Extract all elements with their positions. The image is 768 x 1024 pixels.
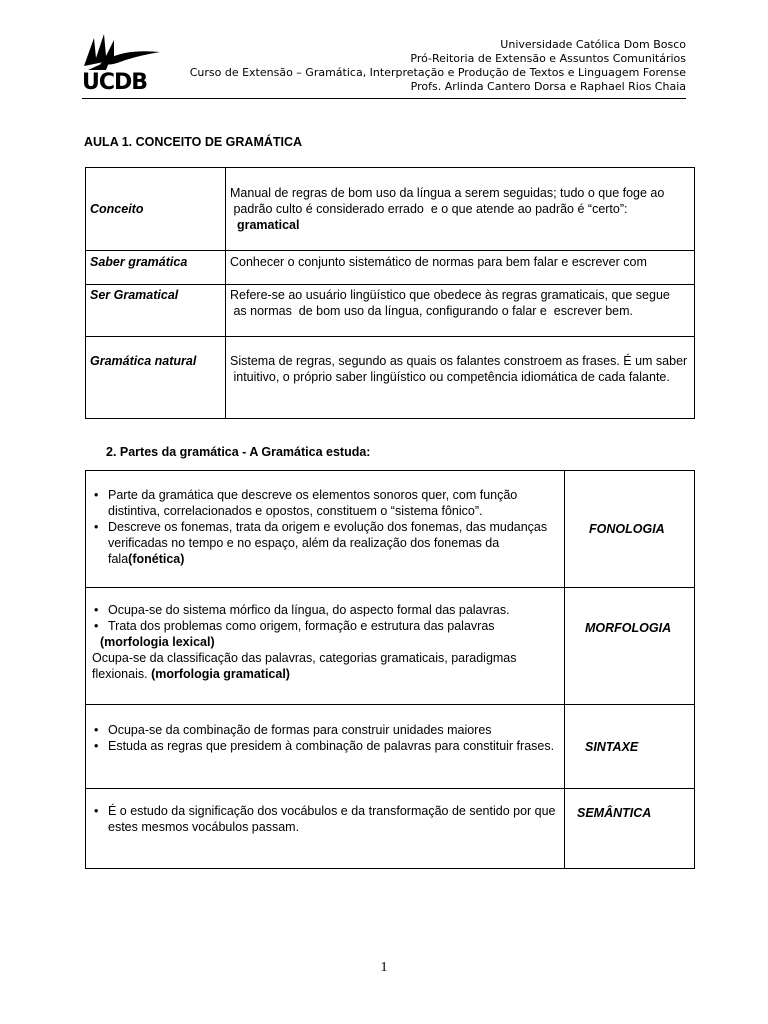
table-row <box>86 251 695 285</box>
paragraph-bold-text: (morfologia gramatical) <box>151 667 290 681</box>
grammar-parts-table <box>85 470 695 869</box>
header-line-course: Curso de Extensão – Gramática, Interpretação e Produção de Textos e Linguagem Forense <box>189 66 686 79</box>
definition-line: as normas de bom uso da língua, configurando o falar e escrever bem. <box>230 304 634 318</box>
description-cell <box>86 705 565 789</box>
list-item <box>90 519 562 567</box>
table-row <box>86 471 695 588</box>
ucdb-logo <box>80 30 162 96</box>
definition-cell <box>226 251 695 285</box>
list-item: • Parte da gramática que descreve os elementos sonoros quer, com função distintiva, correlacionados e opostos, constituem o “sistema fônico”. <box>90 487 562 519</box>
list-item: • Ocupa-se do sistema mórfico da língua, do aspecto formal das palavras. <box>90 602 562 618</box>
page-number: 1 <box>380 960 388 975</box>
table-row <box>86 285 695 337</box>
description-cell <box>86 471 565 588</box>
list-item: • Trata dos problemas como origem, formação e estrutura das palavras <box>90 618 562 634</box>
part-name: SINTAXE <box>565 705 695 789</box>
definition-cell <box>226 168 695 251</box>
description-cell <box>86 789 565 869</box>
institution-header <box>190 38 686 94</box>
table-row <box>86 168 695 251</box>
concepts-table <box>85 167 695 419</box>
table-row <box>86 705 695 789</box>
list-item: • Ocupa-se da combinação de formas para construir unidades maiores <box>90 722 562 738</box>
definition-line: padrão culto é considerado errado e o que atende ao padrão é “certo”: <box>230 202 628 216</box>
term-cell: Ser Gramatical <box>86 285 226 337</box>
logo-text: UCDB <box>82 70 148 95</box>
logo-bird-icon <box>80 30 162 74</box>
term-cell: Gramática natural <box>86 337 226 419</box>
part-name: FONOLOGIA <box>565 471 695 588</box>
description-cell <box>86 588 565 705</box>
section-title: 2. Partes da gramática - A Gramática estuda: <box>106 445 371 459</box>
item-text: Descreve os fonemas, trata da origem e evolução dos fonemas, das mudanças verificadas no tempo e no espaço, além da realização dos fonemas da fala <box>108 520 548 566</box>
list-item: • Estuda as regras que presidem à combinação de palavras para constituir frases. <box>90 738 562 754</box>
definition-line: Conhecer o conjunto sistemático de normas para bem falar e escrever com <box>230 255 647 269</box>
header-line-university: Universidade Católica Dom Bosco <box>500 38 686 51</box>
definition-cell <box>226 285 695 337</box>
definition-line: Refere-se ao usuário lingüístico que obedece às regras gramaticais, que segue <box>230 288 670 302</box>
table-row <box>86 588 695 705</box>
paragraph <box>90 650 562 682</box>
definition-line: Sistema de regras, segundo as quais os falantes constroem as frases. É um saber <box>230 354 688 368</box>
header-divider <box>82 98 686 99</box>
item-bold-text: (fonética) <box>128 552 185 566</box>
header-line-pro-rectory: Pró-Reitoria de Extensão e Assuntos Comunitários <box>410 52 686 65</box>
page-title: AULA 1. CONCEITO DE GRAMÁTICA <box>84 135 303 149</box>
definition-line: Manual de regras de bom uso da língua a serem seguidas; tudo o que foge ao <box>230 186 665 200</box>
definition-line: intuitivo, o próprio saber lingüístico ou competência idiomática de cada falante. <box>230 370 670 384</box>
definition-line: gramatical <box>230 218 300 232</box>
table-row <box>86 337 695 419</box>
definition-cell <box>226 337 695 419</box>
header-line-professors: Profs. Arlinda Cantero Dorsa e Raphael Rios Chaia <box>410 80 686 93</box>
table-row <box>86 789 695 869</box>
part-name: SEMÂNTICA <box>565 789 695 869</box>
part-name: MORFOLOGIA <box>565 588 695 705</box>
term-cell: Conceito <box>86 168 226 251</box>
list-item: • É o estudo da significação dos vocábulos e da transformação de sentido por que estes mesmos vocábulos passam. <box>90 803 562 835</box>
item-bold-text: (morfologia lexical) <box>100 635 215 649</box>
term-cell: Saber gramática <box>86 251 226 285</box>
paragraph-text: Ocupa-se da classificação das palavras, categorias gramaticais, paradigmas flexionais. <box>92 651 517 681</box>
